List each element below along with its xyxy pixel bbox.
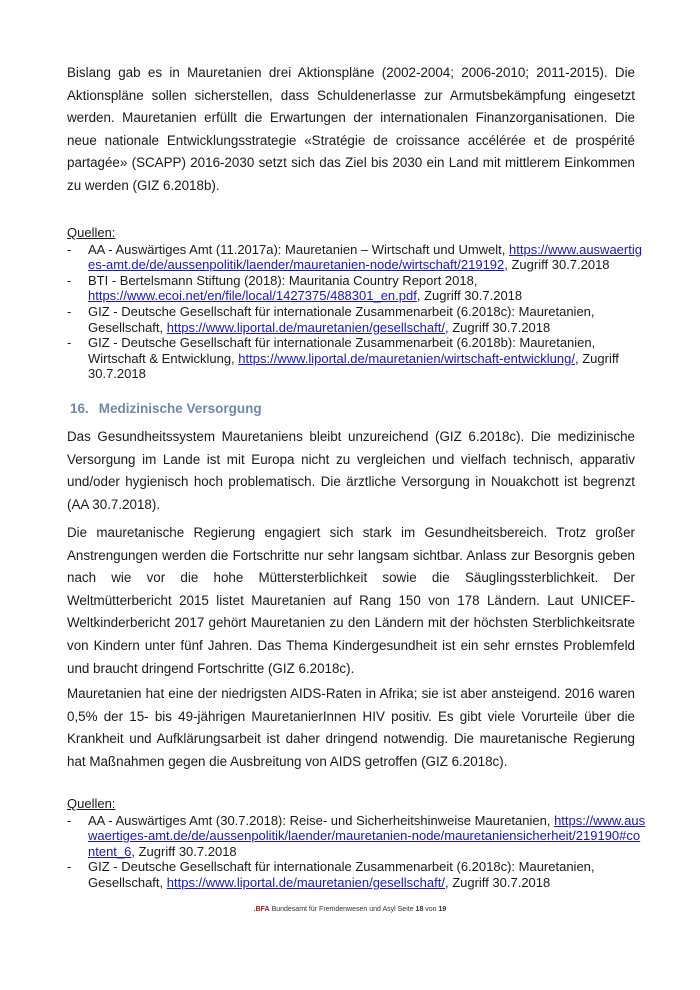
sources-label: Quellen: <box>67 796 116 811</box>
source-link[interactable]: https://www.auswaertiges-amt.de/de/aussenpolitik/laender/mauretanien-node/mauretaniensicherheit/219190#content_6 <box>88 812 646 859</box>
source-item: - AA - Auswärtiges Amt (30.7.2018): Reise- und Sicherheitshinweise Mauretanien, https://www.auswaertiges-amt.de/de/aussenpolitik/laender/mauretanien-node/mauretaniensicherheit/219190#content_6, Zugriff 30.7.2018 <box>67 813 647 860</box>
page-number: 18 <box>415 906 424 913</box>
bfa-logo: .BFA <box>253 906 270 913</box>
sources-list <box>67 796 647 891</box>
page-total: 19 <box>438 906 447 913</box>
sources-label: Quellen: <box>67 225 116 240</box>
source-item: - AA - Auswärtiges Amt (11.2017a): Mauretanien – Wirtschaft und Umwelt, https://www.auswaertiges-amt.de/de/aussenpolitik/laender/mauretanien-node/wirtschaft/219192, Zugriff 30.7.2018 <box>67 242 647 273</box>
source-item: - GIZ - Deutsche Gesellschaft für internationale Zusammenarbeit (6.2018b): Mauretanien, Wirtschaft & Entwicklung, https://www.liportal.de/mauretanien/wirtschaft-entwicklung/, Zugriff 30.7.2018 <box>67 335 647 382</box>
paragraph: Das Gesundheitssystem Mauretaniens bleibt unzureichend (GIZ 6.2018c). Die medizinische Versorgung im Lande ist mit Europa nicht zu vergleichen und vielfach technisch, apparativ und/oder hygienisch hoch problematisch. Die ärztliche Versorgung in Nouakchott ist begrenzt (AA 30.7.2018). <box>67 429 635 512</box>
page-footer <box>0 906 700 913</box>
source-link[interactable]: https://www.auswaertiges-amt.de/de/aussenpolitik/laender/mauretanien-node/wirtschaft/219192 <box>88 241 642 273</box>
source-link[interactable]: https://www.liportal.de/mauretanien/gesellschaft/ <box>166 874 445 890</box>
source-item: - BTI - Bertelsmann Stiftung (2018): Mauritania Country Report 2018, https://www.ecoi.net/en/file/local/1427375/488301_en.pdf, Zugriff 30.7.2018 <box>67 273 647 304</box>
section-number: 16. <box>70 401 89 416</box>
section-title: Medizinische Versorgung <box>98 401 262 416</box>
source-item: - GIZ - Deutsche Gesellschaft für internationale Zusammenarbeit (6.2018c): Mauretanien, Gesellschaft, https://www.liportal.de/mauretanien/gesellschaft/, Zugriff 30.7.2018 <box>67 859 647 890</box>
paragraph: Die mauretanische Regierung engagiert sich stark im Gesundheitsbereich. Trotz großer Anstrengungen werden die Fortschritte nur sehr langsam sichtbar. Anlass zur Besorgnis geben nach wie vor die hohe Müttersterblichkeit sowie die Säuglingssterblichkeit. Der Weltmütterbericht 2015 listet Mauretanien auf Rang 150 von 178 Ländern. Laut UNICEF-Weltkinderbericht 2017 gehört Mauretanien zu den Ländern mit der höchsten Sterblichkeitsrate von Kindern unter fünf Jahren. Das Thema Kindergesundheit ist ein sehr ernstes Problemfeld und braucht dringend Fortschritte (GIZ 6.2018c). <box>67 525 635 676</box>
section-heading <box>70 401 272 416</box>
footer-of: von <box>423 906 439 913</box>
source-link[interactable]: https://www.liportal.de/mauretanien/wirtschaft-entwicklung/ <box>238 350 575 366</box>
paragraph: Bislang gab es in Mauretanien drei Aktionspläne (2002-2004; 2006-2010; 2011-2015). Die Aktionspläne sollen sicherstellen, dass Schuldenerlasse zur Armutsbekämpfung eingesetzt werden. Mauretanien erfüllt die Erwartungen der internationalen Finanzorganisationen. Die neue nationale Entwicklungsstrategie «Stratégie de croissance accélérée et de prospérité partagée» (SCAPP) 2016-2030 setzt sich das Ziel bis 2030 ein Land mit mittlerem Einkommen zu werden (GIZ 6.2018b). <box>67 65 635 193</box>
source-link[interactable]: https://www.liportal.de/mauretanien/gesellschaft/ <box>166 319 445 335</box>
paragraph: Mauretanien hat eine der niedrigsten AIDS-Raten in Afrika; sie ist aber ansteigend. 2016 waren 0,5% der 15- bis 49-jährigen MauretanierInnen HIV positiv. Es gibt viele Vorurteile über die Krankheit und Aufklärungsarbeit ist daher dringend notwendig. Die mauretanische Regierung hat Maßnahmen gegen die Ausbreitung von AIDS getroffen (GIZ 6.2018c). <box>67 686 635 769</box>
sources-list <box>67 225 647 382</box>
source-item: - GIZ - Deutsche Gesellschaft für internationale Zusammenarbeit (6.2018c): Mauretanien, Gesellschaft, https://www.liportal.de/mauretanien/gesellschaft/, Zugriff 30.7.2018 <box>67 304 647 335</box>
footer-org: Bundesamt für Fremdenwesen und Asyl Seite <box>269 906 416 913</box>
source-link[interactable]: https://www.ecoi.net/en/file/local/1427375/488301_en.pdf <box>88 288 417 304</box>
